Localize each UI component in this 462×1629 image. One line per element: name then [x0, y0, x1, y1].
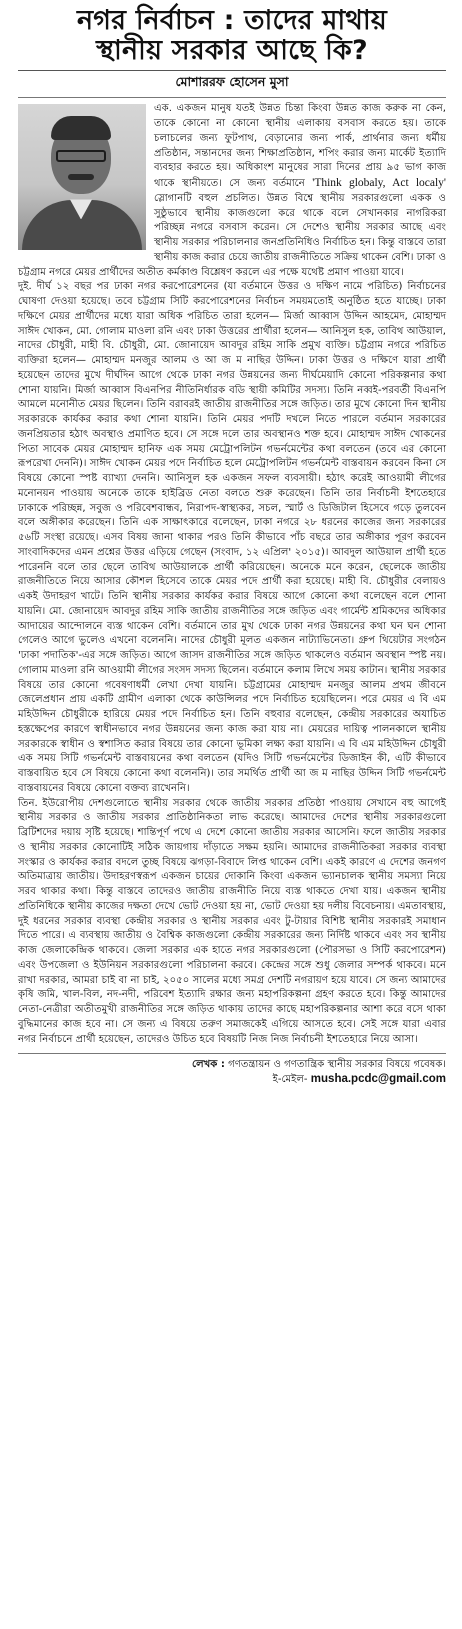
footer-divider — [18, 1053, 446, 1054]
portrait-hair — [51, 116, 111, 140]
portrait-moustache — [68, 174, 94, 180]
author-description: গণতন্ত্রায়ন ও গণতান্ত্রিক স্থানীয় সরকার বিষয়ে গবেষক। — [228, 1059, 446, 1071]
headline-divider — [18, 70, 446, 71]
headline-line-2: স্থানীয় সরকার আছে কি? — [96, 35, 368, 67]
portrait-glasses — [56, 150, 106, 162]
author-note-label: লেখক : — [192, 1059, 225, 1071]
email-line — [18, 1072, 446, 1087]
paragraph-section-three: তিন. ইউরোপীয় দেশগুলোতে স্থানীয় সরকার থেকে জাতীয় সরকার প্রতিষ্ঠা পাওয়ায় সেখানে বহু আগেই স্থানীয় সরকার ও জাতীয় সরকার প্রাতিষ্ঠানিকতা লাভ করেছে। আমাদের দেশের স্থানীয় সরকারগুলো ব্রিটিশদের দয়ায় সৃষ্টি হয়েছে। শান্তিপূর্ণ পথে এ দেশে কোনো জাতীয় সরকার আসেনি। ফলে জাতীয় সরকার ও স্থানীয় সরকার কোনোটিই সঠিক জায়গায় দাঁড়াতে সক্ষম হয়নি। আমাদের রাজনীতিকরা সরকার ব্যবস্থা সংস্কার ও কার্যকর করার বদলে তুচ্ছ বিষয়ে ঝগড়া-বিবাদে লিপ্ত থাকেন বেশি। একই কারণে এ দেশের জনগণ অতিমাত্রায় জাতীয়। উদাহরণস্বরূপ একজন চায়ের দোকানি কিংবা একজন ভ্যানচালক স্থানীয় সমস্যা নিয়ে সরব থাকার কথা। কিন্তু বাস্তবে তাদেরও জাতীয় রাজনীতি নিয়ে ব্যস্ত থাকতে দেখা যায়। একজন স্থানীয় প্রতিনিধিকে স্থানীয় কাজের দক্ষতা দেখে ভোট দেওয়া হয় না, ভোট দেওয়া হয় দলীয় বিবেচনায়। এমতাবস্থায়, দুই ধরনের সরকার ব্যবস্থা কেন্দ্রীয় সরকার ও স্থানীয় সরকার এবং টু-টায়ার বিশিষ্ট স্থানীয় সরকারই সমাধান দিতে পারে। এ ব্যবস্থায় জাতীয় ও বৈশ্বিক কাজগুলো কেন্দ্রীয় সরকারের জন্য নির্দিষ্ট থাকবে এবং সব স্থানীয় কাজ জেলাকেন্দ্রিক থাকবে। জেলা সরকার এক হাতে নগর সরকারগুলো (পৌরসভা ও সিটি করপোরেশন) এবং উপজেলা ও ইউনিয়ন সরকারগুলো পরিচালনা করবে। কেন্দ্রের সঙ্গে শুধু জেলার সম্পর্ক থাকবে। মনে রাখা দরকার, আমরা চাই বা না চাই, ২০৫০ সালের মধ্যে সমগ্র দেশটি নগরায়ণ হয়ে যাবে। সে জন্য আমাদের কৃষি জমি, খাল-বিল, নদ-নদী, পরিবেশ ইত্যাদি রক্ষার জন্য মহাপরিকল্পনা গ্রহণ করতে হবে। কিন্তু আমাদের নেতা-নেত্রীরা অতীতমুখী রাজনীতির সঙ্গে জড়িত থাকায় তাদের কাছে মহাপরিকল্পনার আশা করে বসে থাকা বুদ্ধিমানের কাজ হবে না। সে জন্য এ বিষয়ে তরুণ সমাজকেই এগিয়ে আসতে হবে। সেই সঙ্গে যারা এবার নগর নির্বাচনে প্রার্থী হয়েছেন, তাদেরও উচিত হবে বিষয়টি নিজ নিজ নির্বাচনী ইশতেহারে নিয়ে আসা। — [18, 797, 446, 1045]
paragraph-section-two: দুই. দীর্ঘ ১২ বছর পর ঢাকা নগর করপোরেশনের (যা বর্তমানে উত্তর ও দক্ষিণ নামে পরিচিত) নির্বাচনের ঘোষণা দেওয়া হয়েছে। তবে চট্টগ্রাম সিটি করপোরেশনের নির্বাচন সময়মতোই অনুষ্ঠিত হতে যাচ্ছে। ঢাকা দক্ষিণে মেয়র প্রার্থীদের মধ্যে যারা অধিক পরিচিত তারা হলেন— মির্জা আব্বাস উদ্দিন আহমেদ, মোহাম্মদ সাঈদ খোকন, মো. গোলাম মাওলা রনি এবং ঢাকা উত্তরের প্রার্থীরা হলেন— আনিসুল হক, তাবিথ আউয়াল, নাদের চৌধুরী, মাহী বি. চৌধুরী, মো. জোনায়েদ আবদুর রহিম সাকি প্রমুখ ব্যক্তি। চট্টগ্রাম নগরে পরিচিত ব্যক্তিরা হলেন— মোহাম্মদ মনজুর আলম ও আ জ ম নাছির উদ্দিন। ঢাকা উত্তর ও দক্ষিণে যারা প্রার্থী হয়েছেন তাদের মুখে দীর্ঘদিন আগে থেকে ঢাকা নগর উন্নয়নের জন্য দীর্ঘমেয়াদি কোনো পরিকল্পনার কথা শোনা যায়নি। মির্জা আব্বাস বিএনপির নীতিনির্ধারক বডি স্থায়ী কমিটির সদস্য। তিনি নব্বই-পরবর্তী বিএনপি আমলে মনোনীত মেয়র ছিলেন। তিনি বরাবরই জাতীয় রাজনীতির সঙ্গে জড়িত। তার মুখে কোনো দিন স্থানীয় সরকারকে কার্যকর করার কথা শোনা যায়নি। তিনি মেয়র পদটি দখলে নিতে পারলে বর্তমান সরকারের জনপ্রিয়তার হঠাৎ অবস্থাও প্রমাণিত হবে। সে সঙ্গে দলে তার অবস্থানও শক্ত হবে। মোহাম্মদ সাঈদ খোকনের পিতা সাবেক মেয়র মোহাম্মদ হানিফ এক সময় মেট্রোপলিটন গভর্নমেন্টের কথা বলতেন (তবে এর কোনো রূপরেখা দেননি)। সাঈদ খোকন মেয়র পদে নির্বাচিত হলে মেট্রোপলিটন গভর্নমেন্ট বাস্তবায়ন করবেন কিনা সে বিষয়ে কোনো স্পষ্ট ব্যাখ্যা দেননি। আনিসুল হক একজন সফল ব্যবসায়ী। হঠাৎ করেই আওয়ামী লীগের মনোনয়ন পাওয়ায় অনেকে তাকে হাইব্রিড নেতা বলতে শুরু করেছেন। তিনি তার নির্বাচনী ইশতেহারে ঢাকাকে পরিচ্ছন্ন, সবুজ ও পরিবেশবান্ধব, নিরাপদ-স্বাস্থ্যকর, সচল, স্মার্ট ও ডিজিটাল হিসেবে গড়ে তুলবেন বলে অঙ্গীকার করেছেন। তিনি এক সাক্ষাৎকারে বলেছেন, ঢাকা নগরে ২৮ ধরনের কাজের জন্য সরকারের ৫৬টি সংস্থা রয়েছে। এসব বিষয় জানা থাকার পরও তিনি কীভাবে পাঁচ বছরে তার অঙ্গীকার পূরণ করবেন সাংবাদিকদের এমন প্রশ্নের উত্তর এড়িয়ে গেছেন (সংবাদ, ১২ এপ্রিল' ২০১৫)। আবদুল আউয়াল প্রার্থী হতে পারেননি বলে তার ছেলে তাবিথ আউয়ালকে প্রার্থী করিয়েছেন। অনেকে মনে করেন, ছেলেকে জাতীয় রাজনীতিতে নিয়ে আসার কৌশল হিসেবে তাকে মেয়র পদে প্রার্থী করা হয়েছে। মাহী বি. চৌধুরীর বেলায়ও একই উদাহরণ খাটে। তিনি স্থানীয় সরকার কার্যকর করার বিষয়ে আগে কোনো কথা বলেছেন বলে শোনা যায়নি। মো. জোনায়েদ আবদুর রহিম সাকি জাতীয় রাজনীতির সঙ্গে জড়িত এবং গার্মেন্ট শ্রমিকদের অধিকার আদায়ের আন্দোলনে ব্যস্ত থাকেন বেশি। বর্তমানে তার মুখ থেকে ঢাকা নগর উন্নয়নের কথা ঘন ঘন শোনা গেলেও আগে ভুলেও এখনো বলেননি। নাদের চৌধুরী মূলত একজন নাট্যাভিনেতা। গ্রুপ থিয়েটার সংগঠন 'ঢাকা পদাতিক'-এর সঙ্গে জড়িত। আগে জাসদ রাজনীতির সঙ্গে জড়িত থাকলেও বর্তমান অবস্থান স্পষ্ট নয়। গোলাম মাওলা রনি আওয়ামী লীগের সংসদ সদস্য ছিলেন। বর্তমানে কলাম লিখে সময় কাটান। স্থানীয় সরকার বিষয়ে তার কোনো গবেষণাধর্মী লেখা দেখা যায়নি। চট্টগ্রামের মোহাম্মদ মনজুর আলম প্রথম জীবনে জেলেপ্রধান প্রায় একটি গ্রামীণ এলাকা থেকে কাউন্সিলর পদে নির্বাচিত হয়েছিলেন। পরে মেয়র এ বি এম মহিউদ্দিন চৌধুরীকে হারিয়ে মেয়র পদে নির্বাচিত হন। তিনি বহুবার বলেছেন, কেন্দ্রীয় সরকারের অযাচিত হস্তক্ষেপের কারণে স্বাধীনভাবে নগর উন্নয়নের জন্য কাজ করা যায় না। মেয়রের দায়িত্ব পালনকালে স্থানীয় সরকারকে স্বাধীন ও স্বশাসিত করার বিষয়ে তার কোনো ভূমিকা লক্ষ্য করা যায়নি। এ বি এম মহিউদ্দিন চৌধুরী এক সময় সিটি গভর্নমেন্ট বাস্তবায়নের কথা বলতেন (যদিও সিটি গভর্নমেন্টের ডিজাইন কী, এটি কীভাবে বাস্তবায়িত হবে সে বিষয়ে কোনো কথা বলেননি)। তার সমর্থিত প্রার্থী আ জ ম নাছির উদ্দিন সিটি গভর্নমেন্ট বাস্তবায়নের বিষয়ে কোনো বক্তব্য রাখেননি। — [18, 281, 446, 794]
intro-tail-text: স্লোগানটি বহুল প্রচলিত। উন্নত বিশ্বে স্থানীয় সরকারগুলো একক ও সুষ্ঠুভাবে স্থানীয় কাজগুলো করে থাকে বলে সেখানকার নাগরিকরা পরিচ্ছন্ন নগরে বসবাস করেন। সে দেশেও স্থানীয় সরকার আছে এবং স্থানীয় সরকার পরিচালনার জনপ্রতিনিধিও নির্বাচিত হন। কিন্তু বাস্তবে তারা স্থানীয় কাজ করার চেয়ে জাতীয় রাজনীতিতে সক্রিয় থাকেন বেশি। ঢাকা ও চট্টগ্রাম নগরে মেয়র প্রার্থীদের অতীত কর্মকাণ্ড বিশ্লেষণ করলে এর পক্ষে যথেষ্ট প্রমাণ পাওয়া যাবে। — [18, 192, 446, 278]
author-note — [18, 1058, 446, 1087]
slogan-text: 'Think globaly, Act localy' — [312, 177, 446, 190]
article-body — [18, 102, 446, 1047]
author-description-line — [18, 1058, 446, 1072]
email-label: ই-মেইল- — [272, 1074, 308, 1086]
headline-line-1: নগর নির্বাচন : তাদের মাথায় — [76, 5, 388, 36]
byline: মোশাররফ হোসেন মুসা — [18, 74, 446, 98]
intro-text: এক. একজন মানুষ যতই উন্নত চিন্তা কিংবা উন্নত কাজ করুক না কেন, তাকে কোনো না কোনো স্থানীয় এলাকায় বসবাস করতে হয়। তাকে চলাচলের জন্য ফুটপাথ, বেড়ানোর জন্য পার্ক, প্রার্থনার জন্য ধর্মীয় প্রতিষ্ঠান, সন্তানদের জন্য শিক্ষাপ্রতিষ্ঠান, শপিং করার জন্য মার্কেট ইত্যাদি ব্যবহার করতে হয়। অধিকাংশ মানুষের সারা দিনের প্রায় ৯৫ ভাগ কাজ থাকে স্থানীয়তে। সে জন্য বর্তমানে — [154, 103, 446, 190]
author-portrait-image — [18, 104, 146, 250]
email-address[interactable]: musha.pcdc@gmail.com — [310, 1073, 446, 1086]
